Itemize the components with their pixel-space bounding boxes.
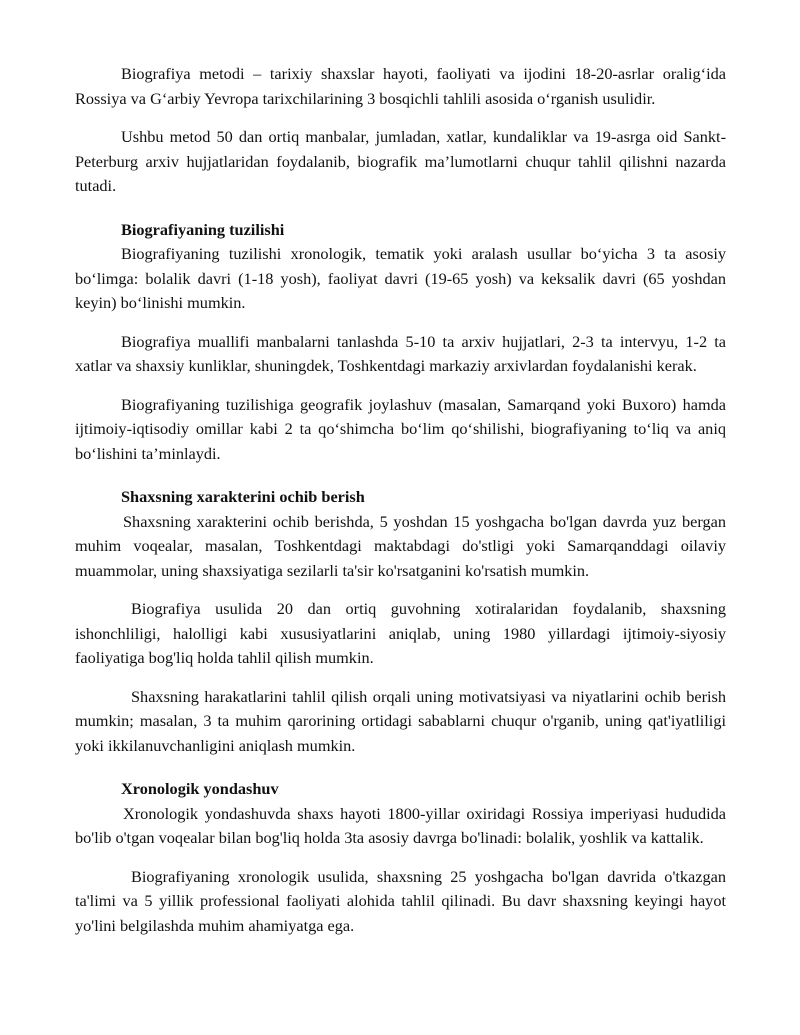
character-paragraph-1: Shaxsning xarakterini ochib berishda, 5 yoshdan 15 yoshgacha bo'lgan davrda yuz bergan muhim voqealar, masalan, Toshkentdagi maktabdagi do'stligi yoki Samarqanddagi oilaviy muammolar, uning shaxsiyatiga sezilarli ta'sir ko'rsatganini ko'rsatish mumkin. — [75, 511, 726, 580]
chronological-paragraph-1: Xronologik yondashuvda shaxs hayoti 1800-yillar oxiridagi Rossiya imperiyasi hududida bo'lib o'tgan voqealar bilan bog'liq holda 3ta asosiy davrga bo'linadi: bolalik, yoshlik va kattalik. — [75, 803, 726, 847]
section-heading-structure: Biografiyaning tuzilishi — [121, 219, 285, 239]
character-paragraph-3: Shaxsning harakatlarini tahlil qilish orqali uning motivatsiyasi va niyatlarini ochib berish mumkin; masalan, 3 ta muhim qarorining ortidagi sabablarni chuqur o'rganib, uning qat'iyatliligi yoki ikkilanuvchanligini aniqlash mumkin. — [75, 686, 726, 755]
section-heading-chronological: Xronologik yondashuv — [121, 779, 279, 798]
structure-paragraph-1: Biografiyaning tuzilishi xronologik, tematik yoki aralash usullar bo‘yicha 3 ta asosiy bo‘limga: bolalik davri (1-18 yosh), faoliyat davri (19-65 yosh) va keksalik davri (65 yoshdan keyin) bo‘linishi mumkin. — [75, 244, 726, 312]
intro-paragraph-1: Biografiya metodi – tarixiy shaxslar hayoti, faoliyati va ijodini 18-20-asrlar oralig‘ida Rossiya va G‘arbiy Yevropa tarixchilarining 3 bosqichli tahlili asosida o‘rganish usulidir. — [75, 64, 726, 108]
chronological-paragraph-2: Biografiyaning xronologik usulida, shaxsning 25 yoshgacha bo'lgan davrida o'tkazgan ta'limi va 5 yillik professional faoliyati alohida tahlil qilinadi. Bu davr shaxsning keyingi hayot yo'lini belgilashda muhim ahamiyatga ega. — [75, 866, 726, 935]
character-paragraph-2: Biografiya usulida 20 dan ortiq guvohning xotiralaridan foydalanib, shaxsning ishonchliligi, halolligi kabi xususiyatlarini aniqlab, uning 1980 yillardagi ijtimoiy-siyosiy faoliyatiga bog'liq holda tahlil qilish mumkin. — [75, 599, 726, 667]
section-heading-character: Shaxsning xarakterini ochib berish — [121, 487, 365, 506]
structure-paragraph-3: Biografiyaning tuzilishiga geografik joylashuv (masalan, Samarqand yoki Buxoro) hamda ijtimoiy-iqtisodiy omillar kabi 2 ta qo‘shimcha bo‘lim qo‘shilishi, biografiyaning to‘liq va aniq bo‘lishini ta’minlaydi. — [75, 394, 726, 463]
intro-paragraph-2: Ushbu metod 50 dan ortiq manbalar, jumladan, xatlar, kundaliklar va 19-asrga oid Sankt-Peterburg arxiv hujjatlaridan foydalanib, biografik ma’lumotlarni chuqur tahlil qilishni nazarda tutadi. — [75, 127, 726, 195]
structure-paragraph-2: Biografiya muallifi manbalarni tanlashda 5-10 ta arxiv hujjatlari, 2-3 ta intervyu, 1-2 ta xatlar va shaxsiy kunliklar, shuningdek, Toshkentdagi markaziy arxivlardan foydalanishi kerak. — [75, 331, 726, 375]
